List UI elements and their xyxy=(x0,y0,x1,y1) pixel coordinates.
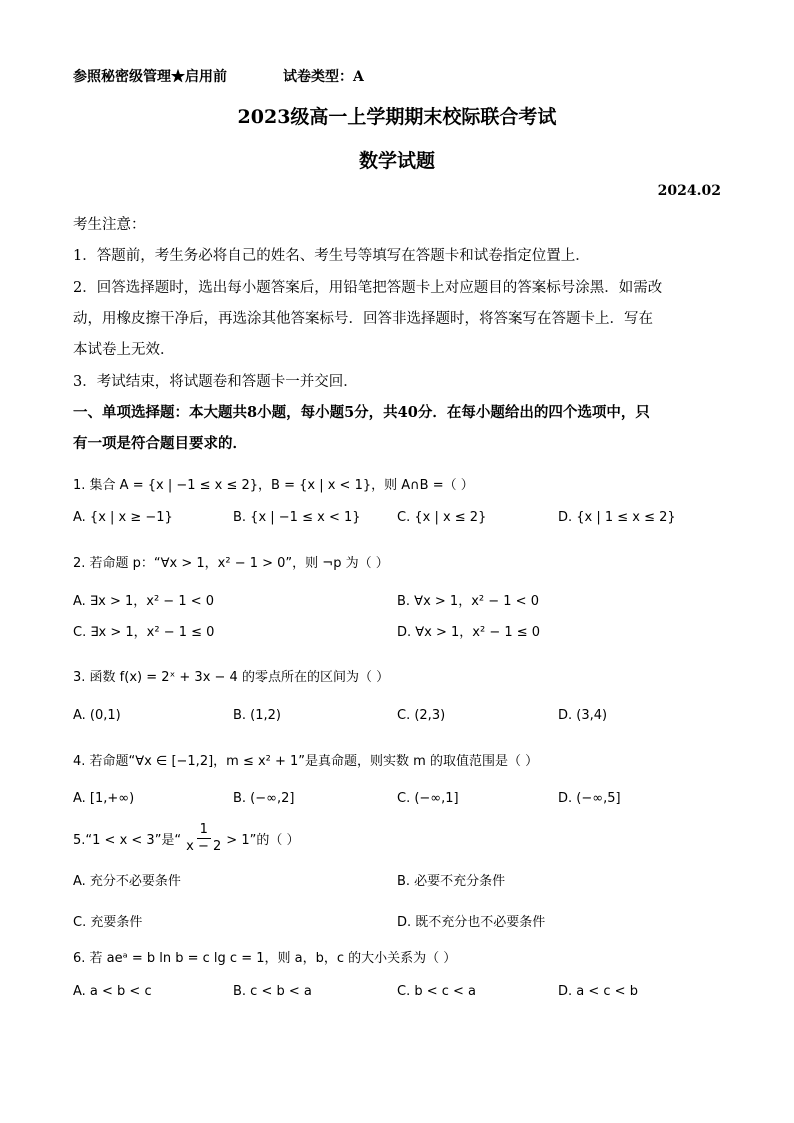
question-4-option-d[interactable]: D. (−∞,5] xyxy=(558,791,621,806)
question-5-stem-suffix: > 1”的（ ） xyxy=(226,833,300,848)
question-3-option-b[interactable]: B. (1,2) xyxy=(233,708,282,723)
question-4-option-c[interactable]: C. (−∞,1] xyxy=(397,791,459,806)
exam-subtitle: 数学试题 xyxy=(358,150,435,172)
notice-item-2-cont: 动，用橡皮擦干净后，再选涂其他答案标号．回答非选择题时，将答案写在答题卡上．写在 xyxy=(73,311,653,327)
question-3-option-c[interactable]: C. (2,3) xyxy=(397,708,446,723)
question-2-option-c[interactable]: C. ∃x > 1，x² − 1 ≤ 0 xyxy=(73,625,215,640)
notice-heading: 考生注意： xyxy=(73,217,146,233)
question-2-option-d[interactable]: D. ∀x > 1，x² − 1 ≤ 0 xyxy=(397,625,541,640)
question-5-fraction-denominator: x − 2 xyxy=(186,839,222,854)
question-5-stem-prefix: 5.“1 < x < 3”是“ xyxy=(73,833,182,848)
question-4-option-a[interactable]: A. [1,+∞) xyxy=(73,791,135,806)
question-3-stem: 3. 函数 f(x) = 2ˣ + 3x − 4 的零点所在的区间为（ ） xyxy=(73,670,390,685)
question-5-option-b[interactable]: B. 必要不充分条件 xyxy=(397,874,506,889)
question-1-option-d[interactable]: D. {x | 1 ≤ x ≤ 2} xyxy=(558,510,676,525)
question-5-option-c[interactable]: C. 充要条件 xyxy=(73,915,143,930)
question-2-stem: 2. 若命题 p：“∀x > 1，x² − 1 > 0”，则 ¬p 为（ ） xyxy=(73,556,389,571)
question-5-fraction xyxy=(183,822,224,855)
notice-item-1: 1．答题前，考生务必将自己的姓名、考生号等填写在答题卡和试卷指定位置上． xyxy=(73,248,590,264)
section-heading-cont: 有一项是符合题目要求的． xyxy=(73,435,247,452)
question-1-option-c[interactable]: C. {x | x ≤ 2} xyxy=(397,510,487,525)
question-2-option-b[interactable]: B. ∀x > 1，x² − 1 < 0 xyxy=(397,594,539,609)
notice-item-2: 2．回答选择题时，选出每小题答案后，用铅笔把答题卡上对应题目的答案标号涂黑．如需改 xyxy=(73,280,663,296)
question-4-stem: 4. 若命题“∀x ∈ [−1,2]，m ≤ x² + 1”是真命题，则实数 m 的取值范围是（ ） xyxy=(73,754,539,769)
paper-type-label: 试卷类型：A xyxy=(283,69,364,85)
section-heading: 一、单项选择题：本大题共8小题，每小题5分，共40分．在每小题给出的四个选项中，只 xyxy=(73,404,650,421)
question-6-option-d[interactable]: D. a < c < b xyxy=(558,984,638,999)
question-3-option-a[interactable]: A. (0,1) xyxy=(73,708,121,723)
exam-title: 2023级高一上学期期末校际联合考试 xyxy=(237,106,557,128)
notice-item-2-end: 本试卷上无效． xyxy=(73,342,175,358)
question-6-option-b[interactable]: B. c < b < a xyxy=(233,984,312,999)
question-1-option-a[interactable]: A. {x | x ≥ −1} xyxy=(73,510,173,525)
question-6-option-a[interactable]: A. a < b < c xyxy=(73,984,152,999)
question-1-option-b[interactable]: B. {x | −1 ≤ x < 1} xyxy=(233,510,361,525)
exam-date: 2024.02 xyxy=(657,183,721,199)
question-6-option-c[interactable]: C. b < c < a xyxy=(397,984,477,999)
question-6-stem: 6. 若 aeᵃ = b ln b = c lg c = 1，则 a，b，c 的大小关系为（ ） xyxy=(73,951,457,966)
question-5-fraction-numerator: 1 xyxy=(197,822,211,839)
question-4-option-b[interactable]: B. (−∞,2] xyxy=(233,791,295,806)
question-5-option-d[interactable]: D. 既不充分也不必要条件 xyxy=(397,915,546,930)
confidentiality-label: 参照秘密级管理★启用前 xyxy=(73,69,227,85)
question-3-option-d[interactable]: D. (3,4) xyxy=(558,708,608,723)
question-5-option-a[interactable]: A. 充分不必要条件 xyxy=(73,874,181,889)
question-1-stem: 1. 集合 A = {x | −1 ≤ x ≤ 2}，B = {x | x < 1}，则 A∩B =（ ） xyxy=(73,478,474,493)
question-2-option-a[interactable]: A. ∃x > 1，x² − 1 < 0 xyxy=(73,594,215,609)
question-5-stem xyxy=(73,822,299,855)
notice-item-3: 3．考试结束，将试题卷和答题卡一并交回． xyxy=(73,374,358,390)
